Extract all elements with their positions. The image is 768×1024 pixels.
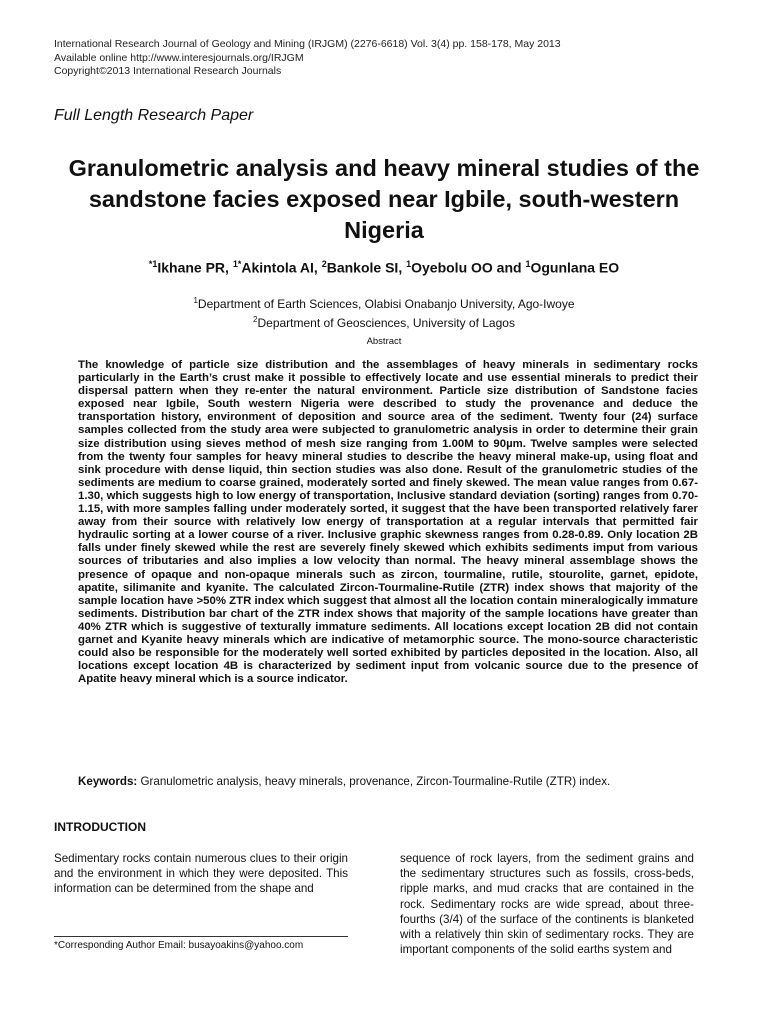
intro-column-right: sequence of rock layers, from the sediment grains and the sedimentary structures such as fossils, cross-beds, ripple marks, and mud cracks that are contained in the rock. Sedimentary rocks are wide spread, about three-fourths (3/4) of the surface of the continents is blanketed with a relatively thin skin of sedimentary rocks. They are important components of the solid earths system and: [400, 852, 694, 957]
paper-title: Granulometric analysis and heavy mineral studies of the sandstone facies exposed near Igbile, south-western Nigeria: [68, 155, 700, 243]
corresponding-author-footnote: *Corresponding Author Email: busayoakins@yahoo.com: [54, 940, 304, 951]
affiliation-text: Department of Earth Sciences, Olabisi Onabanjo University, Ago-Iwoye: [197, 297, 575, 311]
affiliation: [60, 312, 708, 331]
author-sup: 1: [525, 259, 531, 269]
footnote-divider: [54, 936, 348, 937]
intro-column-left: Sedimentary rocks contain numerous clues to their origin and the environment in which they were deposited. This information can be determined from the shape and: [54, 852, 348, 896]
author-name: Ikhane PR,: [157, 259, 233, 276]
affiliation: [60, 293, 708, 312]
author-name: Oyebolu OO and: [411, 259, 526, 276]
keywords: [78, 775, 698, 788]
author-sup: 1*: [232, 259, 242, 269]
journal-header: [54, 38, 714, 79]
author-sup: 1: [406, 259, 412, 269]
author-list: [60, 259, 708, 276]
affiliation-sup: 1: [193, 296, 198, 305]
author-name: Akintola AI,: [241, 259, 322, 276]
author-sup: *1: [148, 259, 158, 269]
keywords-text: Granulometric analysis, heavy minerals, provenance, Zircon-Tourmaline-Rutile (ZTR) index.: [137, 775, 611, 788]
journal-citation: International Research Journal of Geology and Mining (IRJGM) (2276-6618) Vol. 3(4) pp. 158-178, May 2013: [54, 38, 561, 50]
author-sup: 2: [321, 259, 327, 269]
affiliation-sup: 2: [253, 315, 258, 324]
affiliations: [60, 293, 708, 331]
journal-copyright: Copyright©2013 International Research Journals: [54, 65, 282, 77]
section-heading: INTRODUCTION: [54, 820, 146, 834]
paper-type: Full Length Research Paper: [54, 107, 254, 124]
abstract-label: Abstract: [366, 336, 402, 347]
keywords-label: Keywords:: [78, 775, 138, 788]
journal-availability: Available online http://www.interesjournals.org/IRJGM: [54, 51, 304, 64]
abstract-body: The knowledge of particle size distribution and the assemblages of heavy minerals in sedimentary rocks particularly in the Earth’s crust make it possible to effectively locate and use essential minerals to predict their dispersal pattern when they re-enter the natural environment. Particle size distribution of Sandstone facies exposed near Igbile, South western Nigeria were described to study the provenance and deduce the transportation history, environment of deposition and source area of the sediment. Twenty four (24) surface samples collected from the study area were subjected to granulometric analysis in order to determine their grain size distribution using sieves method of mesh size ranging from 1.00M to 90µm. Twelve samples were selected from the twenty four samples for heavy mineral studies to describe the heavy mineral make-up, using float and sink procedure with dense liquid, thin section studies was also done. Result of the granulometric studies of the sediments are medium to coarse grained, moderately sorted and finely skewed. The mean value ranges from 0.67-1.30, which suggests high to low energy of transportation, Inclusive standard deviation (sorting) ranges from 0.70-1.15, with more samples falling under moderately sorted, it suggest that the have been transported relatively farer away from their source with relatively low energy of transportation at a regular intervals that permitted fair hydraulic sorting at a lower course of a river. Inclusive graphic skewness ranges from 0.28-0.89. Only location 2B falls under finely skewed while the rest are severely finely skewed which exhibits sediments imput from various sources of tributaries and also implies a low velocity than normal. The heavy mineral assemblage shows the presence of opaque and non-opaque minerals such as zircon, tourmaline, rutile, stourolite, garnet, epidote, apatite, silimanite and kyanite. The calculated Zircon-Tourmaline-Rutile (ZTR) index shows that majority of the sample location have >50% ZTR index which suggest that almost all the location contain mineralogically immature sediments. Distribution bar chart of the ZTR index shows that majority of the sample locations have greater than 40% ZTR which is suggestive of texturally immature sediments. All locations except location 2B did not contain garnet and Kyanite heavy minerals which are indicative of metamorphic source. The mono-source characteristic could also be responsible for the moderately well sorted exhibited by particles deposited in the location. Also, all locations except location 4B is characterized by sediment input from volcanic source due to the presence of Apatite heavy mineral which is a source indicator.: [78, 359, 698, 686]
author-name: Bankole SI,: [326, 259, 407, 276]
affiliation-text: Department of Geosciences, University of Lagos: [257, 316, 515, 330]
author-name: Ogunlana EO: [530, 259, 620, 276]
